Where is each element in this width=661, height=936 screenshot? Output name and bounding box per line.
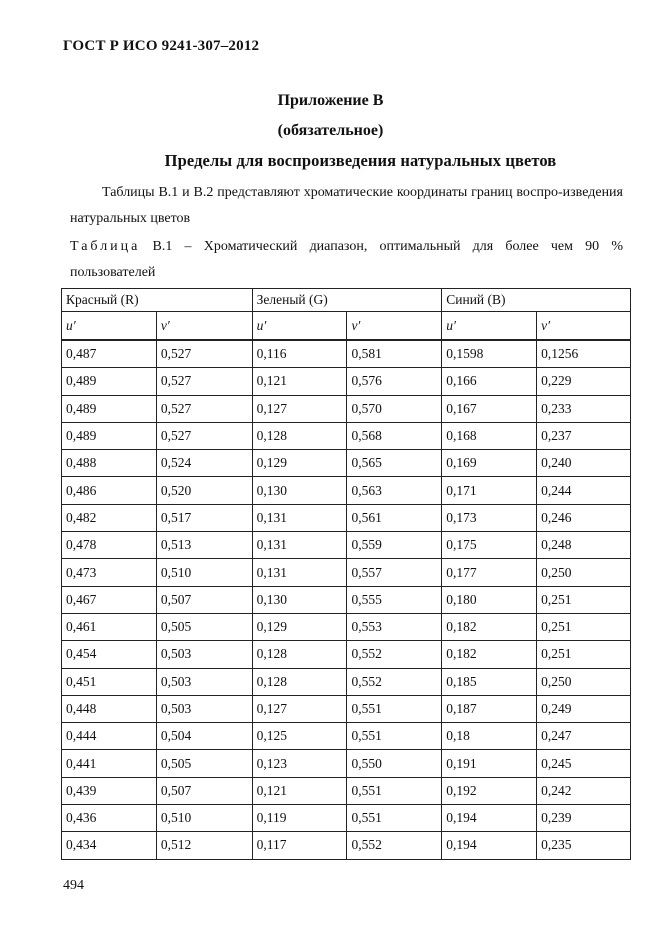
table-subheader-row [62, 312, 631, 341]
table-row [62, 504, 631, 531]
green-v-cell: 0,551 [347, 805, 442, 832]
table-caption [70, 234, 623, 286]
blue-v-cell: 0,246 [537, 504, 631, 531]
table-row [62, 559, 631, 586]
table-row [62, 613, 631, 640]
red-v-cell: 0,512 [156, 832, 252, 859]
group-header-red: Красный (R) [62, 289, 253, 312]
subheader-red-u: u′ [62, 312, 157, 341]
blue-u-cell: 0,194 [442, 832, 537, 859]
blue-v-cell: 0,235 [537, 832, 631, 859]
blue-v-cell: 0,248 [537, 532, 631, 559]
table-group-header-row [62, 289, 631, 312]
blue-u-cell: 0,194 [442, 805, 537, 832]
green-u-cell: 0,116 [252, 340, 347, 368]
red-u-cell: 0,436 [62, 805, 157, 832]
blue-u-cell: 0,191 [442, 750, 537, 777]
table-row [62, 532, 631, 559]
red-u-cell: 0,444 [62, 723, 157, 750]
red-v-cell: 0,505 [156, 613, 252, 640]
red-u-cell: 0,478 [62, 532, 157, 559]
red-u-cell: 0,439 [62, 777, 157, 804]
green-v-cell: 0,561 [347, 504, 442, 531]
red-u-cell: 0,448 [62, 695, 157, 722]
blue-v-cell: 0,237 [537, 422, 631, 449]
red-u-cell: 0,489 [62, 422, 157, 449]
green-u-cell: 0,128 [252, 668, 347, 695]
green-v-cell: 0,570 [347, 395, 442, 422]
blue-u-cell: 0,180 [442, 586, 537, 613]
blue-v-cell: 0,240 [537, 450, 631, 477]
blue-v-cell: 0,249 [537, 695, 631, 722]
red-v-cell: 0,507 [156, 777, 252, 804]
red-u-cell: 0,482 [62, 504, 157, 531]
subheader-red-v: v′ [156, 312, 252, 341]
green-v-cell: 0,553 [347, 613, 442, 640]
blue-v-cell: 0,251 [537, 641, 631, 668]
table-row [62, 777, 631, 804]
blue-u-cell: 0,167 [442, 395, 537, 422]
green-v-cell: 0,581 [347, 340, 442, 368]
red-u-cell: 0,434 [62, 832, 157, 859]
blue-v-cell: 0,244 [537, 477, 631, 504]
red-u-cell: 0,461 [62, 613, 157, 640]
group-header-green: Зеленый (G) [252, 289, 442, 312]
blue-u-cell: 0,168 [442, 422, 537, 449]
red-u-cell: 0,467 [62, 586, 157, 613]
green-v-cell: 0,551 [347, 723, 442, 750]
table-row [62, 750, 631, 777]
green-u-cell: 0,130 [252, 586, 347, 613]
subheader-green-u: u′ [252, 312, 347, 341]
green-u-cell: 0,128 [252, 641, 347, 668]
page-number: 494 [63, 878, 84, 893]
red-u-cell: 0,441 [62, 750, 157, 777]
red-v-cell: 0,527 [156, 422, 252, 449]
green-v-cell: 0,551 [347, 777, 442, 804]
green-u-cell: 0,119 [252, 805, 347, 832]
blue-u-cell: 0,185 [442, 668, 537, 695]
red-u-cell: 0,489 [62, 395, 157, 422]
green-u-cell: 0,129 [252, 450, 347, 477]
green-u-cell: 0,131 [252, 532, 347, 559]
table-caption-label: Таблица [70, 239, 141, 254]
blue-u-cell: 0,166 [442, 368, 537, 395]
red-v-cell: 0,513 [156, 532, 252, 559]
red-v-cell: 0,510 [156, 559, 252, 586]
appendix-status: (обязательное) [277, 122, 384, 139]
red-v-cell: 0,524 [156, 450, 252, 477]
red-v-cell: 0,503 [156, 695, 252, 722]
chromaticity-table [61, 288, 631, 860]
red-v-cell: 0,520 [156, 477, 252, 504]
table-row [62, 395, 631, 422]
table-row [62, 477, 631, 504]
table-body [62, 340, 631, 859]
red-v-cell: 0,527 [156, 340, 252, 368]
table-row [62, 586, 631, 613]
green-u-cell: 0,117 [252, 832, 347, 859]
blue-u-cell: 0,18 [442, 723, 537, 750]
table-row [62, 668, 631, 695]
subheader-blue-u: u′ [442, 312, 537, 341]
appendix-title: Приложение B [277, 92, 384, 109]
table-row [62, 832, 631, 859]
green-u-cell: 0,129 [252, 613, 347, 640]
green-v-cell: 0,552 [347, 641, 442, 668]
green-u-cell: 0,131 [252, 504, 347, 531]
table-row [62, 422, 631, 449]
red-u-cell: 0,486 [62, 477, 157, 504]
red-u-cell: 0,454 [62, 641, 157, 668]
blue-u-cell: 0,171 [442, 477, 537, 504]
blue-u-cell: 0,1598 [442, 340, 537, 368]
red-v-cell: 0,507 [156, 586, 252, 613]
green-u-cell: 0,123 [252, 750, 347, 777]
blue-u-cell: 0,192 [442, 777, 537, 804]
red-v-cell: 0,504 [156, 723, 252, 750]
red-u-cell: 0,489 [62, 368, 157, 395]
document-code-header: ГОСТ Р ИСО 9241-307–2012 [63, 38, 260, 54]
table-row [62, 450, 631, 477]
table-row [62, 340, 631, 368]
blue-v-cell: 0,233 [537, 395, 631, 422]
green-v-cell: 0,557 [347, 559, 442, 586]
blue-v-cell: 0,229 [537, 368, 631, 395]
red-v-cell: 0,527 [156, 368, 252, 395]
blue-v-cell: 0,250 [537, 668, 631, 695]
table-row [62, 805, 631, 832]
subheader-green-v: v′ [347, 312, 442, 341]
table-row [62, 641, 631, 668]
blue-v-cell: 0,247 [537, 723, 631, 750]
red-v-cell: 0,527 [156, 395, 252, 422]
green-v-cell: 0,576 [347, 368, 442, 395]
table-row [62, 723, 631, 750]
blue-v-cell: 0,250 [537, 559, 631, 586]
green-u-cell: 0,128 [252, 422, 347, 449]
red-v-cell: 0,503 [156, 641, 252, 668]
red-u-cell: 0,473 [62, 559, 157, 586]
green-v-cell: 0,568 [347, 422, 442, 449]
blue-u-cell: 0,182 [442, 613, 537, 640]
intro-paragraph: Таблицы B.1 и B.2 представляют хроматические координаты границ воспро-изведения натуральных цветов [70, 185, 623, 226]
blue-u-cell: 0,169 [442, 450, 537, 477]
blue-v-cell: 0,245 [537, 750, 631, 777]
table-caption-text: B.1 – Хроматический диапазон, оптимальный для более чем 90 % пользователей [70, 239, 623, 280]
green-v-cell: 0,551 [347, 695, 442, 722]
green-v-cell: 0,563 [347, 477, 442, 504]
red-v-cell: 0,503 [156, 668, 252, 695]
green-v-cell: 0,559 [347, 532, 442, 559]
green-u-cell: 0,125 [252, 723, 347, 750]
green-v-cell: 0,552 [347, 832, 442, 859]
red-u-cell: 0,487 [62, 340, 157, 368]
green-v-cell: 0,550 [347, 750, 442, 777]
blue-v-cell: 0,1256 [537, 340, 631, 368]
blue-v-cell: 0,251 [537, 613, 631, 640]
red-u-cell: 0,451 [62, 668, 157, 695]
blue-u-cell: 0,173 [442, 504, 537, 531]
green-u-cell: 0,131 [252, 559, 347, 586]
blue-v-cell: 0,239 [537, 805, 631, 832]
section-heading: Пределы для воспроизведения натуральных цветов [164, 151, 557, 170]
green-u-cell: 0,121 [252, 368, 347, 395]
red-v-cell: 0,517 [156, 504, 252, 531]
blue-v-cell: 0,251 [537, 586, 631, 613]
blue-u-cell: 0,187 [442, 695, 537, 722]
subheader-blue-v: v′ [537, 312, 631, 341]
green-u-cell: 0,130 [252, 477, 347, 504]
green-v-cell: 0,565 [347, 450, 442, 477]
red-v-cell: 0,505 [156, 750, 252, 777]
green-u-cell: 0,127 [252, 695, 347, 722]
green-u-cell: 0,121 [252, 777, 347, 804]
table-row [62, 695, 631, 722]
blue-v-cell: 0,242 [537, 777, 631, 804]
blue-u-cell: 0,177 [442, 559, 537, 586]
blue-u-cell: 0,182 [442, 641, 537, 668]
blue-u-cell: 0,175 [442, 532, 537, 559]
green-v-cell: 0,555 [347, 586, 442, 613]
table-row [62, 368, 631, 395]
group-header-blue: Синий (B) [442, 289, 631, 312]
green-v-cell: 0,552 [347, 668, 442, 695]
red-v-cell: 0,510 [156, 805, 252, 832]
red-u-cell: 0,488 [62, 450, 157, 477]
green-u-cell: 0,127 [252, 395, 347, 422]
